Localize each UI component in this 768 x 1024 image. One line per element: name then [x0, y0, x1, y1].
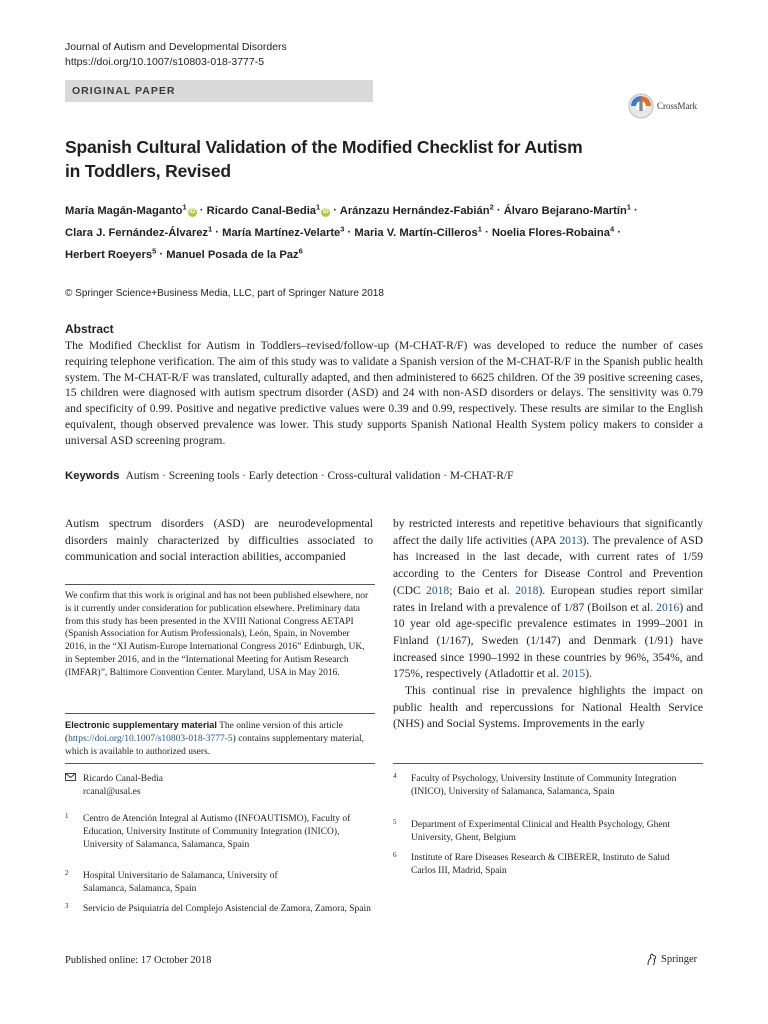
affiliation-text: Department of Experimental Clinical and Health Psychology, Ghent University, Ghent, Belgium: [411, 820, 670, 843]
publisher-name: Springer: [661, 954, 698, 965]
crossmark-badge[interactable]: [628, 93, 697, 119]
author[interactable]: María Martínez-Velarte$^3$: [222, 224, 345, 239]
contact-name: Ricardo Canal-Bedia: [83, 774, 163, 784]
affiliation: [393, 852, 703, 880]
affiliation-number: 6: [393, 851, 397, 859]
author[interactable]: Álvaro Bejarano-Martín$^1$: [503, 202, 631, 217]
keywords-list: Autism · Screening tools · Early detection · Cross-cultural validation · M-CHAT-R/F: [125, 470, 514, 482]
citation-link[interactable]: 2016: [656, 600, 680, 614]
citation-link[interactable]: 2018: [515, 583, 539, 597]
esm-text-after: ) contains supplementary material, which is available to authorized users.: [65, 733, 365, 757]
author[interactable]: Clara J. Fernández-Álvarez$^1$: [65, 224, 213, 239]
citation-link[interactable]: 2018: [426, 583, 450, 597]
author-list: María Magán-Maganto$^1$iD · Ricardo Canal-Bedia$^1$iD · Aránzazu Hernández-Fabián$^2$ · Álvaro Bejarano-Martín$^1$ · Clara J. Fernández-Álvarez$^1$ · María Martínez-Velarte$^3$ · Maria V. Martín-Cilleros$^1$ · Noelia Flores-Robaina$^4$ · Herbert Roeyers$^5$ · Manuel Posada de la Paz$^6$: [65, 202, 638, 262]
orcid-icon[interactable]: iD: [322, 208, 329, 215]
journal-name: Journal of Autism and Developmental Disorders: [65, 41, 287, 53]
supplementary-note: [65, 719, 373, 758]
intro-continued: [393, 516, 703, 733]
intro-paragraph: Autism spectrum disorders (ASD) are neurodevelopmental disorders mainly characterized by difficulties associated to communication and social interaction abilities, accompanied: [65, 517, 373, 564]
affiliation-text: Institute of Rare Diseases Research & CIBERER, Instituto de Salud Carlos III, Madrid, Spain: [411, 853, 670, 876]
keywords: [65, 469, 513, 484]
affiliation-number: 5: [393, 818, 397, 826]
citation-link[interactable]: 2013: [559, 533, 583, 547]
author[interactable]: Maria V. Martín-Cilleros$^1$: [354, 224, 482, 239]
author[interactable]: Ricardo Canal-Bedia$^1$: [206, 202, 321, 217]
paragraph: by restricted interests and repetitive behaviours that significantly affect the daily life activities (APA 2013). The prevalence of ASD has increased in the last decade, with current rates of 1/59 according to the Centers for Disease Control and Prevention (CDC 2018; Baio et al. 2018). European studies report similar rates in Ireland with a prevalence of 1/87 (Boilson et al. 2016) and 10 year old age-specific prevalence estimates in 1999–2001 in Finland (1/167), Sweden (1/147) and Denmark (1/91) have increased since 1990–1992 in these countries by 96%, 354%, and 175%, respectively (Atladottir et al. 2015).: [393, 517, 704, 681]
keywords-label: Keywords: [65, 470, 120, 482]
contact-email[interactable]: rcanal@usal.es: [83, 786, 141, 797]
footnote-divider: [65, 713, 375, 714]
affiliation-number: 4: [393, 772, 397, 780]
esm-text-before: The online version of this article (: [65, 721, 343, 744]
publication-date: Published online: 17 October 2018: [65, 955, 212, 966]
affiliation-number: 1: [65, 812, 69, 820]
footnote-divider: [65, 584, 375, 585]
author[interactable]: Herbert Roeyers$^5$: [65, 246, 157, 262]
title-line-2: in Toddlers, Revised: [65, 161, 231, 181]
title-line-1: Spanish Cultural Validation of the Modified Checklist for Autism: [65, 137, 583, 157]
esm-doi-link[interactable]: https://doi.org/10.1007/s10803-018-3777-5: [68, 733, 233, 744]
publisher-logo[interactable]: [646, 953, 697, 966]
affiliation: [65, 903, 373, 931]
affiliation-number: 3: [65, 902, 69, 910]
springer-horse-icon: [646, 953, 658, 966]
author[interactable]: María Magán-Maganto$^1$: [65, 202, 187, 217]
author[interactable]: Manuel Posada de la Paz$^6$: [166, 246, 303, 262]
citation-link[interactable]: 2015: [562, 667, 586, 681]
article-doi[interactable]: https://doi.org/10.1007/s10803-018-3777-5: [65, 56, 265, 68]
author[interactable]: Aránzazu Hernández-Fabián$^2$: [339, 202, 494, 217]
affiliation-text: Servicio de Psiquiatría del Complejo Asistencial de Zamora, Zamora, Spain: [83, 904, 371, 914]
crossmark-text: CrossMark: [657, 101, 697, 111]
affiliation-number: 2: [65, 869, 69, 877]
affiliation: [65, 813, 373, 865]
crossmark-icon: [628, 93, 654, 119]
affiliation-text: Faculty of Psychology, University Institute of Community Integration (INICO), University of Salamanca, Salamanca, Spain: [411, 774, 677, 797]
envelope-icon: [65, 773, 76, 786]
affiliation: [393, 819, 703, 847]
affiliation-text: Centro de Atención Integral al Autismo (INFOAUTISMO), Faculty of Education, University Institute of Community Integration (INICO), University of Salamanca, Salamanca, Spain: [83, 814, 351, 850]
abstract-heading: Abstract: [65, 322, 114, 336]
originality-footnote: We confirm that this work is original and has not been published elsewhere, nor is it currently under consideration for publication elsewhere. Preliminary data from this study has been presented in the XVIII National Congress AETAPI (Spanish Association for Autism Professionals), León, Spain, in November 2016, in the “XI Autism-Europe International Congress 2016” Edinburgh, UK, in September 2016, and in the “International Meeting for Autism Research (IMFAR)”, Baltimore Convention Center. Maryland, USA in May 2016.: [65, 591, 369, 678]
esm-label: Electronic supplementary material: [65, 720, 217, 730]
affiliation: [65, 870, 373, 898]
paragraph: This continual rise in prevalence highlights the impact on public health and repercussions for National Health Service (NHS) and Social Systems. Improvements in the early: [393, 684, 703, 731]
orcid-icon[interactable]: iD: [189, 208, 196, 215]
author[interactable]: Noelia Flores-Robaina$^4$: [491, 224, 615, 239]
affiliation: [393, 773, 703, 813]
article-title: [65, 135, 685, 183]
footnote-divider: [393, 763, 703, 764]
article-type-label: ORIGINAL PAPER: [65, 80, 373, 102]
affiliation-text: Hospital Universitario de Salamanca, University of Salamanca, Salamanca, Spain: [83, 871, 278, 894]
copyright-notice: © Springer Science+Business Media, LLC, part of Springer Nature 2018: [65, 288, 384, 299]
journal-header: [65, 40, 287, 70]
abstract-text: The Modified Checklist for Autism in Toddlers–revised/follow-up (M-CHAT-R/F) was developed to reduce the number of cases requiring telephone verification. The aim of this study was to validate a Spanish version of the M-CHAT-R/F in the Spanish public health system. The M-CHAT-R/F was translated, culturally adapted, and then administered to 6625 children. Of the 39 positive screening cases, 15 children were diagnosed with autism spectrum disorder (ASD) and 24 with non-ASD disorders or delays. The sensitivity was 0.79 and specificity of 0.99. Positive and negative predictive values were 0.39 and 0.99, respectively. These results are similar to the English equivalent, though observed prevalence was lower. This study supports Spanish National Health System policy makers to consider a universal ASD screening program.: [65, 339, 703, 447]
footnote-divider: [65, 763, 375, 764]
